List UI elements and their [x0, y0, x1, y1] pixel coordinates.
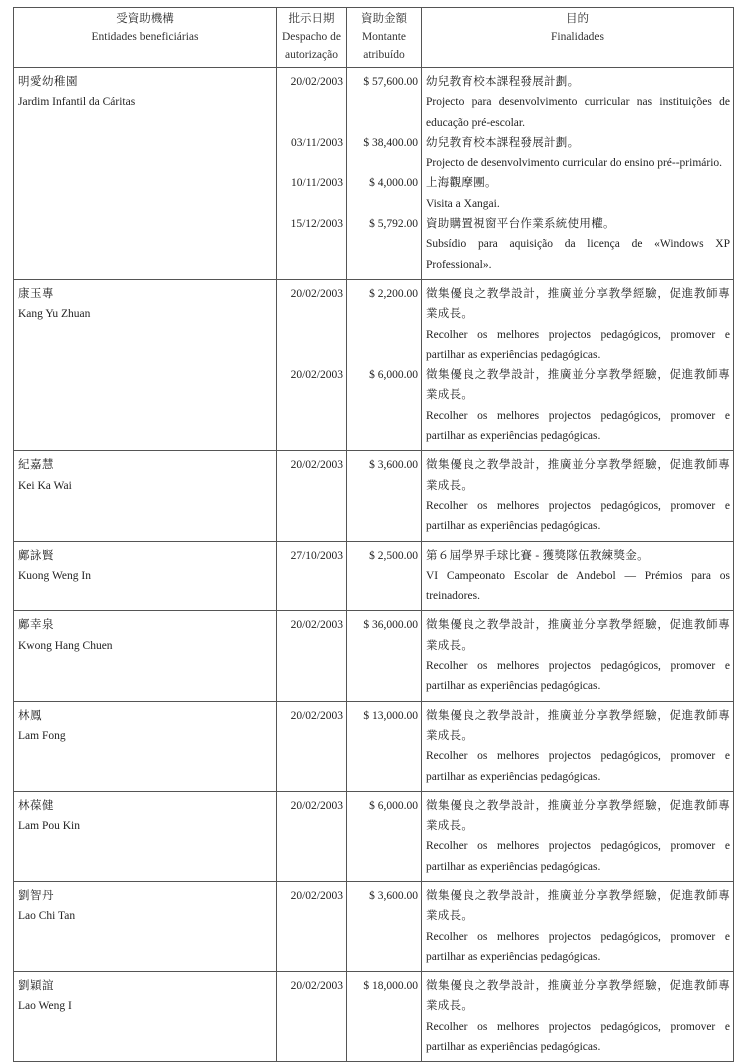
date-cell — [277, 972, 347, 1062]
entity-name-zh: 鄺幸泉 — [18, 619, 54, 632]
entity-name-pt: Lam Pou Kin — [18, 820, 80, 833]
amount-cell — [347, 972, 422, 1062]
purpose-zh: 徵集優良之教學設計，推廣並分享教學經驗，促進教師專業成長。 — [426, 980, 730, 1013]
grant-amount: $ 38,400.00 — [363, 136, 418, 149]
header-purpose-zh: 目的 — [566, 13, 589, 25]
purpose-pt: Recolher os melhores projectos pedagógicos, promover e partilhar as experiências pedagógicas. — [426, 840, 730, 873]
purpose-pt: Recolher os melhores projectos pedagógicos, promover e partilhar as experiências pedagógicas. — [426, 409, 730, 443]
date-cell — [277, 701, 347, 791]
purpose-zh: 徵集優良之教學設計，推廣並分享教學經驗，促進教師專業成長。 — [426, 287, 730, 321]
entity-name-zh: 林葆健 — [18, 799, 54, 812]
purpose-pt: Projecto de desenvolvimento curricular do ensino pré--primário. — [426, 157, 723, 170]
purpose-zh: 上海觀摩團。 — [426, 177, 497, 190]
grant-amount: $ 3,600.00 — [369, 889, 418, 902]
purpose-zh: 徵集優良之教學設計，推廣並分享教學經驗，促進教師專業成長。 — [426, 619, 730, 652]
grant-date: 03/11/2003 — [291, 136, 343, 149]
grant-amount: $ 4,000.00 — [369, 177, 418, 190]
entity-cell — [14, 972, 277, 1062]
grant-date: 20/02/2003 — [290, 709, 343, 722]
table-row — [14, 881, 734, 971]
entity-name-pt: Lam Fong — [18, 729, 66, 742]
purpose-pt: Recolher os melhores projectos pedagógicos, promover e partilhar as experiências pedagógicas. — [426, 499, 730, 533]
purpose-pt: Recolher os melhores projectos pedagógicos, promover e partilhar as experiências pedagógicas. — [426, 1020, 730, 1054]
entity-cell — [14, 791, 277, 881]
date-cell — [277, 881, 347, 971]
purpose-zh: 第６屆學界手球比賽 - 獲獎隊伍教練獎金。 — [426, 549, 649, 562]
grant-amount: $ 36,000.00 — [363, 619, 418, 632]
purpose-cell — [422, 68, 734, 280]
amount-cell — [347, 881, 422, 971]
header-date-pt2: autorização — [285, 49, 338, 61]
entity-name-zh: 明愛幼稚園 — [18, 76, 78, 88]
entity-cell — [14, 279, 277, 450]
purpose-zh: 徵集優良之教學設計，推廣並分享教學經驗，促進教師專業成長。 — [426, 799, 730, 833]
purpose-zh: 徵集優良之教學設計，推廣並分享教學經驗，促進教師專業成長。 — [426, 709, 730, 742]
grant-amount: $ 2,200.00 — [369, 287, 418, 300]
entity-name-pt: Lao Chi Tan — [18, 910, 76, 923]
purpose-zh: 徵集優良之教學設計，推廣並分享教學經驗，促進教師專業成長。 — [426, 889, 730, 923]
entity-cell — [14, 451, 277, 541]
purpose-zh: 資助購置視窗平台作業系統使用權。 — [426, 218, 615, 231]
entity-cell — [14, 701, 277, 791]
table-row — [14, 279, 734, 450]
grant-date: 20/02/2003 — [290, 369, 343, 382]
grant-date: 20/02/2003 — [290, 980, 343, 993]
purpose-entry — [426, 173, 730, 214]
entity-name-pt: Jardim Infantil da Cáritas — [18, 96, 136, 109]
entity-name-pt: Kuong Weng In — [18, 569, 91, 582]
entity-cell — [14, 881, 277, 971]
purpose-zh: 徵集優良之教學設計，推廣並分享教學經驗，促進教師專業成長。 — [426, 369, 730, 402]
entity-name-pt: Kwong Hang Chuen — [18, 639, 113, 652]
entity-name-zh: 鄺詠賢 — [18, 549, 54, 562]
grant-date: 20/02/2003 — [290, 799, 343, 812]
grant-amount: $ 13,000.00 — [363, 709, 418, 722]
header-entity-zh: 受資助機構 — [116, 13, 174, 25]
purpose-entry — [426, 455, 730, 536]
purpose-pt: Recolher os melhores projectos pedagógicos, promover e partilhar as experiências pedagógicas. — [426, 660, 730, 693]
purpose-zh: 徵集優良之教學設計，推廣並分享教學經驗，促進教師專業成長。 — [426, 459, 730, 492]
purpose-cell — [422, 701, 734, 791]
header-date-pt1: Despacho de — [281, 31, 342, 43]
purpose-entry — [426, 706, 730, 787]
purpose-cell — [422, 279, 734, 450]
grant-date: 20/02/2003 — [290, 889, 343, 902]
table-header-row — [14, 8, 734, 68]
purpose-entry — [426, 796, 730, 877]
purpose-pt: Subsídio para aquisição da licença de «Windows XP Professional». — [426, 238, 730, 271]
grant-date: 20/02/2003 — [290, 287, 343, 300]
purpose-entry — [426, 284, 730, 365]
amount-cell — [347, 279, 422, 450]
grant-date: 20/02/2003 — [290, 459, 343, 472]
entity-name-pt: Lao Weng I — [18, 1000, 72, 1013]
grant-amount: $ 6,000.00 — [369, 799, 418, 812]
entity-name-zh: 林鳳 — [18, 709, 42, 722]
header-entity-pt: Entidades beneficiárias — [91, 31, 199, 43]
date-cell — [277, 279, 347, 450]
purpose-cell — [422, 972, 734, 1062]
purpose-entry — [426, 72, 730, 133]
purpose-entry — [426, 886, 730, 967]
table-body — [14, 68, 734, 1062]
entity-cell — [14, 611, 277, 701]
table-row — [14, 611, 734, 701]
grant-date: 27/10/2003 — [290, 549, 343, 562]
header-purpose-pt: Finalidades — [550, 31, 605, 43]
date-cell — [277, 791, 347, 881]
grant-amount: $ 6,000.00 — [369, 369, 418, 382]
grant-date: 20/02/2003 — [290, 619, 343, 632]
purpose-pt: Projecto para desenvolvimento curricular nas instituições de educação pré-escolar. — [426, 96, 730, 129]
purpose-pt: Visita a Xangai. — [426, 197, 500, 210]
header-purpose — [422, 8, 734, 68]
table-row — [14, 541, 734, 611]
table-row — [14, 791, 734, 881]
date-cell — [277, 451, 347, 541]
purpose-entry — [426, 365, 730, 446]
date-cell — [277, 541, 347, 611]
entity-name-zh: 劉智丹 — [18, 889, 54, 902]
header-amount-zh: 資助金額 — [361, 13, 407, 25]
grant-amount: $ 5,792.00 — [369, 218, 418, 231]
purpose-entry — [426, 546, 730, 607]
header-amount-pt2: atribuído — [363, 49, 405, 61]
table-row — [14, 68, 734, 280]
purpose-entry — [426, 615, 730, 696]
purpose-pt: Recolher os melhores projectos pedagógicos, promover e partilhar as experiências pedagógicas. — [426, 930, 730, 963]
purpose-cell — [422, 881, 734, 971]
grant-date: 10/11/2003 — [291, 177, 343, 190]
purpose-entry — [426, 133, 730, 174]
purpose-cell — [422, 611, 734, 701]
amount-cell — [347, 791, 422, 881]
entity-name-pt: Kang Yu Zhuan — [18, 308, 91, 321]
amount-cell — [347, 68, 422, 280]
table-row — [14, 972, 734, 1062]
purpose-cell — [422, 451, 734, 541]
purpose-entry — [426, 214, 730, 275]
date-cell — [277, 611, 347, 701]
amount-cell — [347, 451, 422, 541]
purpose-pt: VI Campeonato Escolar de Andebol — Prémios para os treinadores. — [426, 569, 730, 603]
header-amount — [347, 8, 422, 68]
entity-name-zh: 康玉專 — [18, 287, 54, 300]
amount-cell — [347, 541, 422, 611]
purpose-cell — [422, 541, 734, 611]
entity-name-zh: 紀嘉慧 — [18, 459, 54, 472]
date-cell — [277, 68, 347, 280]
header-amount-pt1: Montante — [361, 31, 407, 43]
grant-amount: $ 18,000.00 — [363, 980, 418, 993]
grant-amount: $ 2,500.00 — [369, 549, 418, 562]
table-row — [14, 451, 734, 541]
purpose-entry — [426, 976, 730, 1057]
entity-cell — [14, 541, 277, 611]
table-row — [14, 701, 734, 791]
entity-name-pt: Kei Ka Wai — [18, 479, 72, 492]
purpose-pt: Recolher os melhores projectos pedagógicos, promover e partilhar as experiências pedagógicas. — [426, 750, 730, 783]
entity-cell — [14, 68, 277, 280]
entity-name-zh: 劉穎誼 — [18, 980, 54, 993]
purpose-cell — [422, 791, 734, 881]
header-entity — [14, 8, 277, 68]
grants-table — [13, 7, 734, 1062]
header-date-zh: 批示日期 — [288, 13, 335, 25]
grant-amount: $ 57,600.00 — [363, 76, 418, 88]
purpose-pt: Recolher os melhores projectos pedagógicos, promover e partilhar as experiências pedagógicas. — [426, 328, 730, 361]
purpose-zh: 幼兒教育校本課程發展計劃。 — [426, 136, 580, 149]
header-date — [277, 8, 347, 68]
grant-date: 15/12/2003 — [290, 218, 343, 231]
grant-amount: $ 3,600.00 — [369, 459, 418, 472]
purpose-zh: 幼兒教育校本課程發展計劃。 — [426, 76, 580, 88]
amount-cell — [347, 701, 422, 791]
grant-date: 20/02/2003 — [290, 76, 343, 88]
amount-cell — [347, 611, 422, 701]
